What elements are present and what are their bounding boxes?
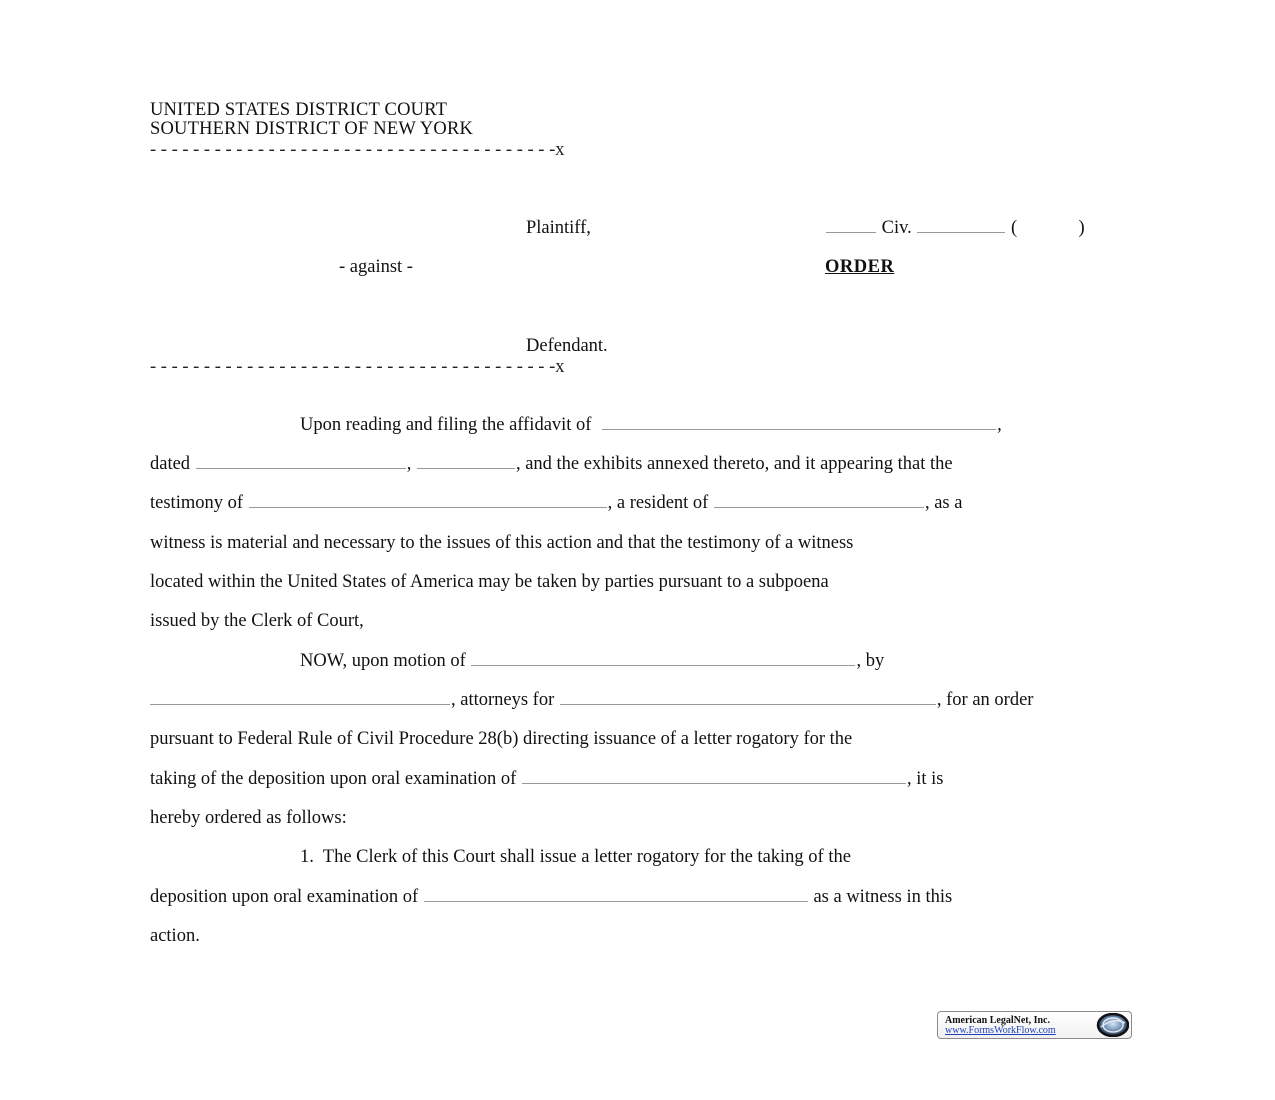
case-year-blank[interactable] [826,218,876,233]
deponent-name-blank[interactable] [522,769,906,784]
logo-company-name: American LegalNet, Inc. [945,1015,1050,1026]
court-name: UNITED STATES DISTRICT COURT [150,100,448,120]
p2-line-1 [300,651,884,671]
p2-text: , it is [906,769,944,789]
p2-text: taking of the deposition upon oral examination of [150,769,517,789]
p1-line-5: located within the United States of America may be taken by parties pursuant to a subpoena [150,572,829,592]
p1-text: testimony of [150,493,244,513]
witness-deposition-blank[interactable] [424,887,808,902]
witness-residence-blank[interactable] [714,493,924,508]
against-label: - against - [339,257,413,277]
case-number-blank[interactable] [917,218,1005,233]
p2-text: NOW, upon motion of [300,651,466,671]
p1-text: Upon reading and filing the affidavit of [300,415,592,435]
p1-line-4: witness is material and necessary to the issues of this action and that the testimony of a witness [150,533,854,553]
court-district: SOUTHERN DISTRICT OF NEW YORK [150,119,474,139]
case-number [825,218,1085,238]
p3-text: deposition upon oral examination of [150,887,419,907]
p1-line-3 [150,493,962,513]
p2-line-5: hereby ordered as follows: [150,808,347,828]
p2-text: , attorneys for [451,690,555,710]
p1-text: , as a [924,493,963,513]
affidavit-year-blank[interactable] [417,454,515,469]
client-blank[interactable] [560,690,936,705]
p1-line-6: issued by the Clerk of Court, [150,611,364,631]
open-paren: ( [1011,218,1018,238]
p2-line-3: pursuant to Federal Rule of Civil Procedure 28(b) directing issuance of a letter rogatory for the [150,729,853,749]
p1-text: dated [150,454,191,474]
logo-url-link[interactable]: www.FormsWorkFlow.com [945,1025,1056,1036]
p1-text: , and the exhibits annexed thereto, and it appearing that the [515,454,953,474]
caption-separator-bottom: - - - - - - - - - - - - - - - - - - - - - - - - - - - - - - - - - - - - - -x [150,357,565,377]
p1-line-2 [150,454,953,474]
p1-text: , [997,415,1002,435]
affiant-name-blank[interactable] [602,415,996,430]
american-legalnet-logo[interactable] [937,1011,1132,1039]
attorneys-blank[interactable] [150,690,450,705]
p3-text: as a witness in this [813,887,953,907]
p2-text: , by [856,651,885,671]
plaintiff-label: Plaintiff, [526,218,591,238]
p1-text: , [406,454,412,474]
document-title: ORDER [825,257,895,277]
witness-name-blank[interactable] [249,493,607,508]
p1-text: , a resident of [607,493,709,513]
civ-label: Civ. [881,218,912,238]
p2-line-2 [150,690,1033,710]
affidavit-date-blank[interactable] [196,454,406,469]
p3-line-2 [150,887,952,907]
globe-logo-icon [1095,1013,1129,1037]
p1-line-1 [300,415,1002,435]
moving-party-blank[interactable] [471,651,855,666]
p2-line-4 [150,769,943,789]
defendant-label: Defendant. [526,336,608,356]
p2-text: , for an order [936,690,1034,710]
p3-line-3: action. [150,926,200,946]
p3-line-1: 1. The Clerk of this Court shall issue a letter rogatory for the taking of the [300,847,851,867]
close-paren: ) [1078,218,1085,238]
caption-separator-top: - - - - - - - - - - - - - - - - - - - - - - - - - - - - - - - - - - - - - -x [150,140,565,160]
